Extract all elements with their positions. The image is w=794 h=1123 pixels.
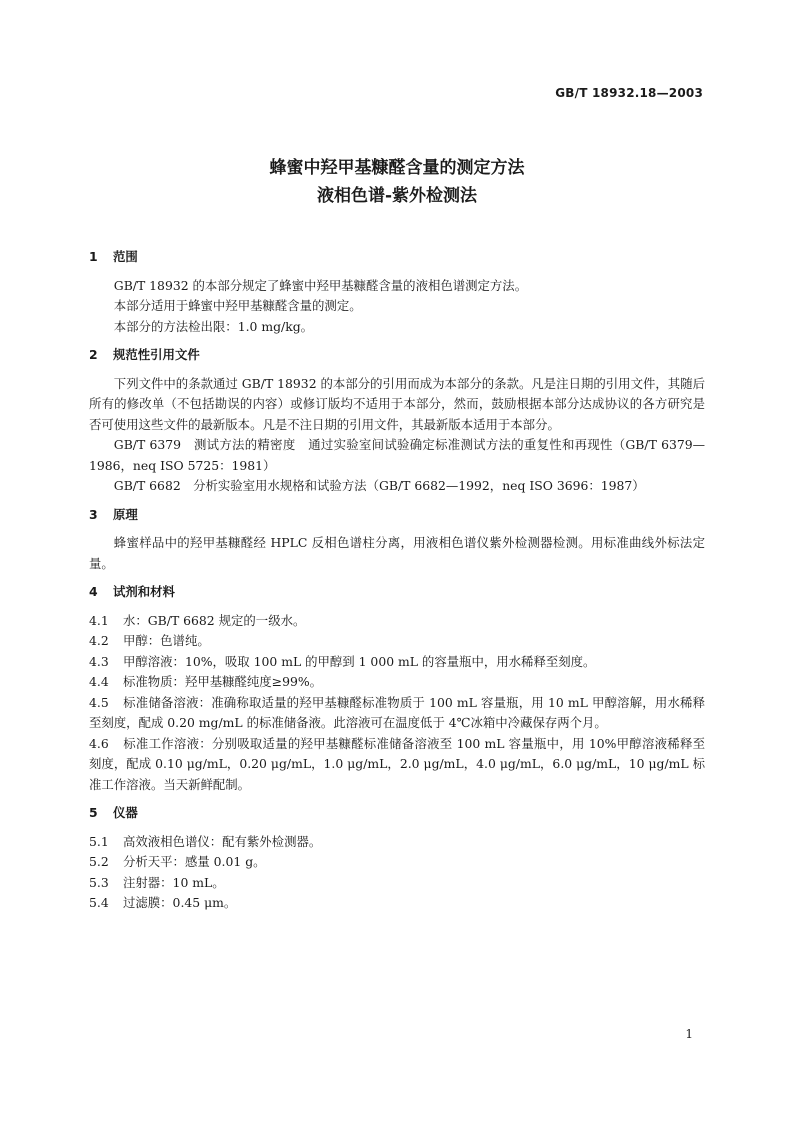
section-title: 规范性引用文件	[113, 347, 200, 362]
reference-entry: GB/T 6682 分析实验室用水规格和试验方法（GB/T 6682—1992，neq ISO 3696：1987）	[113, 478, 645, 493]
clause-item	[89, 672, 705, 693]
clause-item	[89, 652, 705, 673]
section-number: 5	[89, 805, 98, 820]
section-heading-normative-references	[89, 345, 705, 366]
clause-item	[89, 734, 705, 796]
clause-item	[89, 852, 705, 873]
section-heading-principle	[89, 505, 705, 526]
clause-number: 5.4	[89, 895, 109, 910]
section-title: 范围	[113, 249, 138, 264]
clause-item	[89, 693, 705, 734]
paragraph: 蜂蜜样品中的羟甲基糠醛经 HPLC 反相色谱柱分离，用液相色谱仪紫外检测器检测。用标准曲线外标法定量。	[89, 535, 705, 571]
page-number: 1	[685, 1027, 693, 1041]
clause-number: 4.4	[89, 674, 109, 689]
paragraph: GB/T 18932 的本部分规定了蜂蜜中羟甲基糠醛含量的液相色谱测定方法。	[113, 277, 528, 293]
clause-text: 标准物质：羟甲基糠醛纯度≥99%。	[123, 674, 323, 689]
section-heading-reagents	[89, 582, 705, 603]
clause-number: 5.1	[89, 833, 109, 849]
clause-number: 5.2	[89, 854, 109, 869]
clause-item	[89, 631, 705, 652]
clause-text: 注射器：10 mL。	[123, 874, 225, 890]
document-body	[89, 247, 705, 914]
clause-text: 甲醇：色谱纯。	[123, 633, 210, 648]
section-title: 仪器	[113, 805, 138, 820]
clause-text: 过滤膜：0.45 μm。	[123, 895, 237, 910]
section-number: 4	[89, 584, 98, 599]
document-title: 蜂蜜中羟甲基糠醛含量的测定方法	[269, 158, 525, 178]
clause-number: 4.1	[89, 612, 109, 628]
clause-number: 4.3	[89, 653, 109, 669]
clause-text: 标准工作溶液：分别吸取适量的羟甲基糠醛标准储备溶液至 100 mL 容量瓶中，用 10%甲醇溶液稀释至刻度，配成 0.10 μg/mL，0.20 μg/mL，1.0 μg/mL，2.0 μg/mL，4.0 μg/mL，6.0 μg/mL，10 μg/mL 标准工作溶液。当天新鲜配制。	[89, 735, 705, 792]
section-title: 原理	[113, 506, 138, 522]
clause-item	[89, 873, 705, 894]
section-heading-scope	[89, 247, 705, 268]
clause-text: 标准储备溶液：准确称取适量的羟甲基糠醛标准物质于 100 mL 容量瓶，用 10 mL 甲醇溶解，用水稀释至刻度，配成 0.20 mg/mL 的标准储备液。此溶液可在温度低于 4℃冰箱中冷藏保存两个月。	[89, 694, 705, 730]
section-title: 试剂和材料	[113, 584, 175, 599]
clause-text: 水：GB/T 6682 规定的一级水。	[123, 612, 306, 628]
clause-item	[89, 611, 705, 632]
clause-text: 分析天平：感量 0.01 g。	[123, 854, 266, 869]
section-number: 2	[89, 347, 98, 362]
paragraph: 本部分的方法检出限：1.0 mg/kg。	[113, 318, 314, 334]
clause-text: 甲醇溶液：10%，吸取 100 mL 的甲醇到 1 000 mL 的容量瓶中，用水稀释至刻度。	[123, 653, 596, 669]
reference-entry: GB/T 6379 测试方法的精密度 通过实验室间试验确定标准测试方法的重复性和再现性（GB/T 6379—1986，neq ISO 5725：1981）	[89, 437, 705, 473]
clause-item	[89, 832, 705, 853]
clause-item	[89, 893, 705, 914]
document-subtitle: 液相色谱-紫外检测法	[316, 186, 478, 206]
clause-number: 4.5	[89, 694, 109, 710]
clause-number: 5.3	[89, 874, 109, 890]
standard-number: GB/T 18932.18—2003	[555, 86, 703, 100]
paragraph: 本部分适用于蜂蜜中羟甲基糠醛含量的测定。	[113, 298, 362, 313]
section-heading-apparatus	[89, 803, 705, 824]
section-number: 3	[89, 506, 98, 522]
clause-number: 4.6	[89, 735, 109, 751]
clause-number: 4.2	[89, 633, 109, 648]
section-number: 1	[89, 249, 98, 264]
paragraph: 下列文件中的条款通过 GB/T 18932 的本部分的引用而成为本部分的条款。凡是注日期的引用文件，其随后所有的修改单（不包括勘误的内容）或修订版均不适用于本部分，然而，鼓励根据本部分达成协议的各方研究是否可使用这些文件的最新版本。凡是不注日期的引用文件，其最新版本适用于本部分。	[89, 375, 705, 432]
clause-text: 高效液相色谱仪：配有紫外检测器。	[123, 833, 322, 849]
